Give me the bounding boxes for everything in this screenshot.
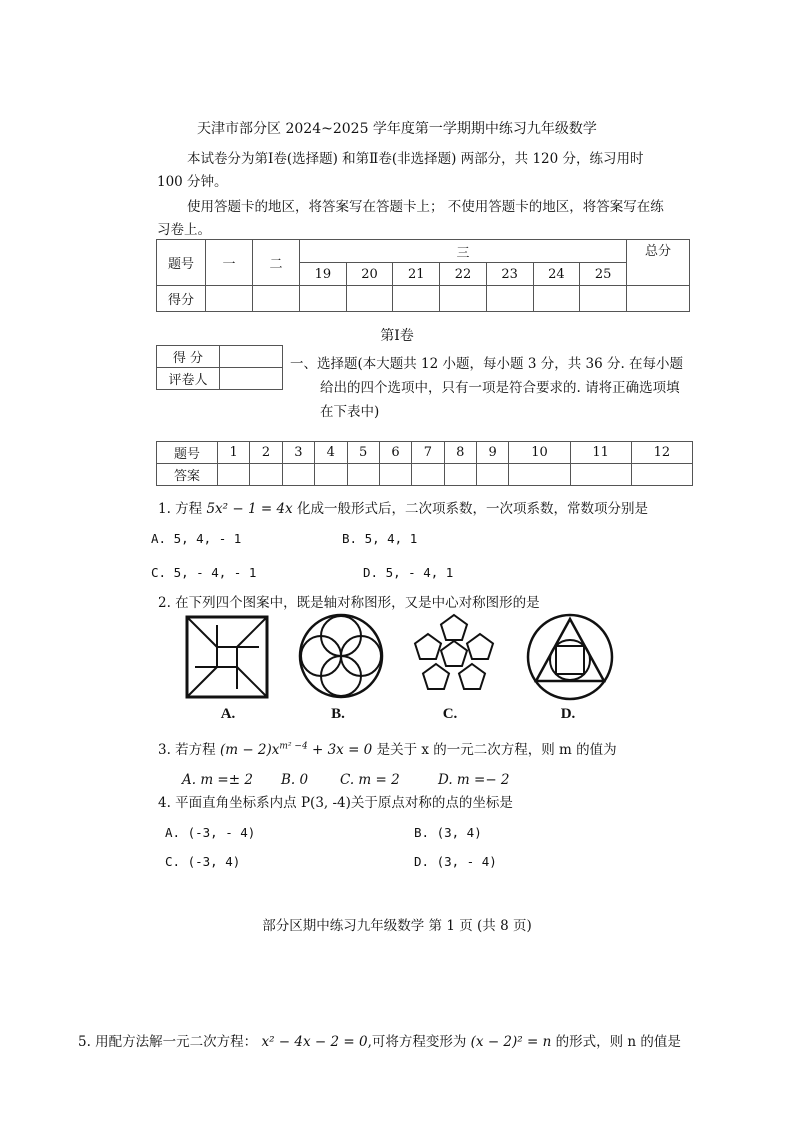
grader-table <box>156 345 283 390</box>
score-cell <box>486 286 533 312</box>
figure-c-pentagons <box>410 612 498 700</box>
figure-b-circles <box>297 612 385 700</box>
score-sub-number: 19 <box>300 263 347 286</box>
score-row-label: 得分 <box>157 286 206 312</box>
figure-a-pinwheel <box>185 615 269 699</box>
answer-cell <box>509 464 570 486</box>
question-1-text: 化成一般形式后，二次项系数，一次项系数，常数项分别是 <box>292 501 648 517</box>
section-one-line: 给出的四个选项中，只有一项是符合要求的. 请将正确选项填 <box>320 380 680 396</box>
intro-line-1: 本试卷分为第Ⅰ卷(选择题) 和第Ⅱ卷(非选择题) 两部分，共 120 分，练习用时 <box>187 151 644 167</box>
answer-cell <box>412 464 444 486</box>
question-5-text: 的形式，则 n 的值是 <box>551 1034 681 1050</box>
score-cell <box>300 286 347 312</box>
q4-option-a: A. (-3, - 4) <box>165 825 256 840</box>
question-3-prefix: 3. 若方程 <box>158 742 220 758</box>
answer-cell <box>379 464 411 486</box>
page-footer: 部分区期中练习九年级数学 第 1 页 (共 8 页) <box>262 918 532 934</box>
answer-cell <box>250 464 282 486</box>
answer-number: 7 <box>412 442 444 464</box>
question-1-prefix: 1. 方程 <box>158 501 207 517</box>
answer-number: 4 <box>315 442 347 464</box>
answer-cell <box>477 464 509 486</box>
answer-cell <box>218 464 250 486</box>
question-5 <box>78 1030 681 1050</box>
score-table-header: 题号 <box>157 240 206 286</box>
answer-cell <box>315 464 347 486</box>
answer-number: 9 <box>477 442 509 464</box>
score-col-one: 一 <box>206 240 253 286</box>
exam-title: 天津市部分区 2024~2025 学年度第一学期期中练习九年级数学 <box>197 121 597 137</box>
grader-name-cell <box>220 368 283 390</box>
answer-number: 3 <box>282 442 314 464</box>
score-cell <box>346 286 393 312</box>
q1-option-b: B. 5, 4, 1 <box>342 531 418 546</box>
score-cell <box>580 286 627 312</box>
score-sub-number: 20 <box>346 263 393 286</box>
question-1-equation: 5x² − 1 = 4x <box>206 501 293 517</box>
question-5-prefix: 5. 用配方法解一元二次方程： <box>78 1034 262 1050</box>
score-col-two: 二 <box>253 240 300 286</box>
question-3-equation-rest: + 3x = 0 <box>307 742 373 758</box>
answer-number: 12 <box>631 442 692 464</box>
figure-d-triangle-square <box>525 612 615 702</box>
answer-number: 5 <box>347 442 379 464</box>
score-cell <box>440 286 487 312</box>
question-5-mid: ,可将方程变形为 <box>367 1034 471 1050</box>
answer-cell <box>570 464 631 486</box>
q4-option-c: C. (-3, 4) <box>165 854 241 869</box>
grader-score-cell <box>220 346 283 368</box>
answer-table <box>156 441 693 486</box>
question-3-exponent: m² −4 <box>279 741 308 752</box>
q3-option-a: A. m =± 2 <box>182 772 253 788</box>
figure-d-label: D. <box>560 706 576 722</box>
score-sub-number: 22 <box>440 263 487 286</box>
score-cell <box>206 286 253 312</box>
answer-cell <box>347 464 379 486</box>
figure-c-label: C. <box>442 706 458 722</box>
figure-b-label: B. <box>331 706 345 722</box>
q1-option-c: C. 5, - 4, - 1 <box>151 565 257 580</box>
answer-number: 1 <box>218 442 250 464</box>
question-3 <box>158 738 617 758</box>
score-col-three: 三 <box>300 240 627 263</box>
score-cell <box>533 286 580 312</box>
answer-cell <box>631 464 692 486</box>
grader-name-label: 评卷人 <box>157 368 220 390</box>
score-sub-number: 25 <box>580 263 627 286</box>
section-one-instructions <box>290 352 720 424</box>
answer-table-header: 题号 <box>157 442 218 464</box>
q3-option-d: D. m =− 2 <box>438 772 510 788</box>
answer-cell <box>444 464 476 486</box>
score-cell <box>393 286 440 312</box>
answer-number: 6 <box>379 442 411 464</box>
question-3-equation: (m − 2)x <box>219 742 280 758</box>
part-one-heading: 第Ⅰ卷 <box>380 328 414 344</box>
answer-row-label: 答案 <box>157 464 218 486</box>
intro-line-3: 使用答题卡的地区，将答案写在答题卡上； 不使用答题卡的地区，将答案写在练 <box>187 199 664 215</box>
q4-option-d: D. (3, - 4) <box>414 854 497 869</box>
q1-option-a: A. 5, 4, - 1 <box>151 531 242 546</box>
question-3-text: 是关于 x 的一元二次方程，则 m 的值为 <box>372 742 617 758</box>
score-cell <box>627 286 690 312</box>
score-sub-number: 24 <box>533 263 580 286</box>
q4-option-b: B. (3, 4) <box>414 825 482 840</box>
answer-number: 10 <box>509 442 570 464</box>
section-one-line: 在下表中) <box>320 404 380 420</box>
answer-number: 2 <box>250 442 282 464</box>
question-5-form: (x − 2)² = n <box>470 1034 552 1050</box>
intro-line-4: 习卷上。 <box>157 222 211 238</box>
intro-line-2: 100 分钟。 <box>157 174 228 190</box>
figure-a-label: A. <box>220 706 236 722</box>
score-sub-number: 23 <box>486 263 533 286</box>
q3-option-b: B. 0 <box>281 772 309 788</box>
q1-option-d: D. 5, - 4, 1 <box>363 565 454 580</box>
question-2: 2. 在下列四个图案中，既是轴对称图形，又是中心对称图形的是 <box>158 595 540 611</box>
score-sub-number: 21 <box>393 263 440 286</box>
question-5-equation: x² − 4x − 2 = 0 <box>261 1034 368 1050</box>
score-col-total: 总分 <box>627 240 690 286</box>
question-1 <box>158 497 648 517</box>
question-4: 4. 平面直角坐标系内点 P(3, -4)关于原点对称的点的坐标是 <box>158 795 513 811</box>
answer-number: 11 <box>570 442 631 464</box>
q3-option-c: C. m = 2 <box>340 772 400 788</box>
score-table <box>156 239 690 312</box>
answer-cell <box>282 464 314 486</box>
grader-score-label: 得 分 <box>157 346 220 368</box>
answer-number: 8 <box>444 442 476 464</box>
score-cell <box>253 286 300 312</box>
section-one-line: 一、选择题(本大题共 12 小题，每小题 3 分，共 36 分. 在每小题 <box>290 356 684 372</box>
